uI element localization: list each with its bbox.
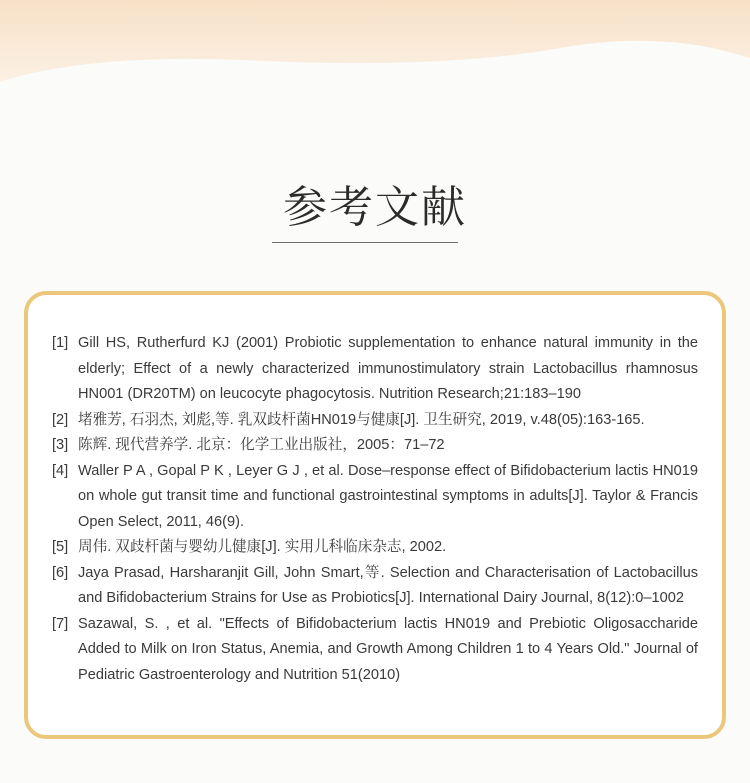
reference-number: [5] [52, 539, 69, 555]
reference-number: [2] [52, 411, 69, 428]
page-title: 参考文献 [283, 182, 467, 233]
reference-list [52, 331, 698, 688]
title-underline [272, 242, 458, 243]
reference-number: [3] [52, 437, 69, 453]
top-wave-decoration [0, 0, 750, 110]
reference-item [52, 561, 698, 612]
reference-text: Sazawal, S. , et al. "Effects of Bifidobacterium lactis HN019 and Prebiotic Oligosaccharide Added to Milk on Iron Status, Anemia, and Growth Among Children 1 to 4 Years Old." Journal of Pediatric Gastroenterology and Nutrition 51(2010) [78, 615, 698, 683]
reference-item [52, 408, 698, 434]
reference-text: 周伟. 双歧杆菌与婴幼儿健康[J]. 实用儿科临床杂志, 2002. [78, 539, 447, 555]
reference-number: [7] [52, 615, 69, 632]
title-area [0, 180, 750, 236]
reference-text: Gill HS, Rutherfurd KJ (2001) Probiotic supplementation to enhance natural immunity in the elderly; Effect of a newly characterized immunostimulatory strain Lactobacillus rhamnosus HN001 (DR20TM) on leucocyte phagocytosis. Nutrition Research;21:183–190 [78, 335, 698, 402]
reference-item [52, 612, 698, 689]
reference-text: Jaya Prasad, Harsharanjit Gill, John Smart,等. Selection and Characterisation of Lactobacillus and Bifidobacterium Strains for Use as Probiotics[J]. International Dairy Journal, 8(12):0–1002 [78, 564, 698, 606]
reference-number: [4] [52, 462, 69, 479]
reference-item [52, 331, 698, 408]
references-card [24, 291, 726, 739]
reference-number: [1] [52, 335, 69, 351]
reference-item [52, 535, 698, 561]
reference-text: 陈辉. 现代营养学. 北京：化学工业出版社，2005：71–72 [78, 437, 445, 453]
reference-number: [6] [52, 564, 69, 581]
reference-text: 堵雅芳, 石羽杰, 刘彪,等. 乳双歧杆菌HN019与健康[J]. 卫生研究, 2019, v.48(05):163-165. [78, 411, 645, 428]
reference-item [52, 459, 698, 536]
reference-text: Waller P A , Gopal P K , Leyer G J , et al. Dose–response effect of Bifidobacterium lactis HN019 on whole gut transit time and functional gastrointestinal symptoms in adults[J]. Taylor & Francis Open Select, 2011, 46(9). [78, 462, 698, 530]
reference-item [52, 433, 698, 459]
